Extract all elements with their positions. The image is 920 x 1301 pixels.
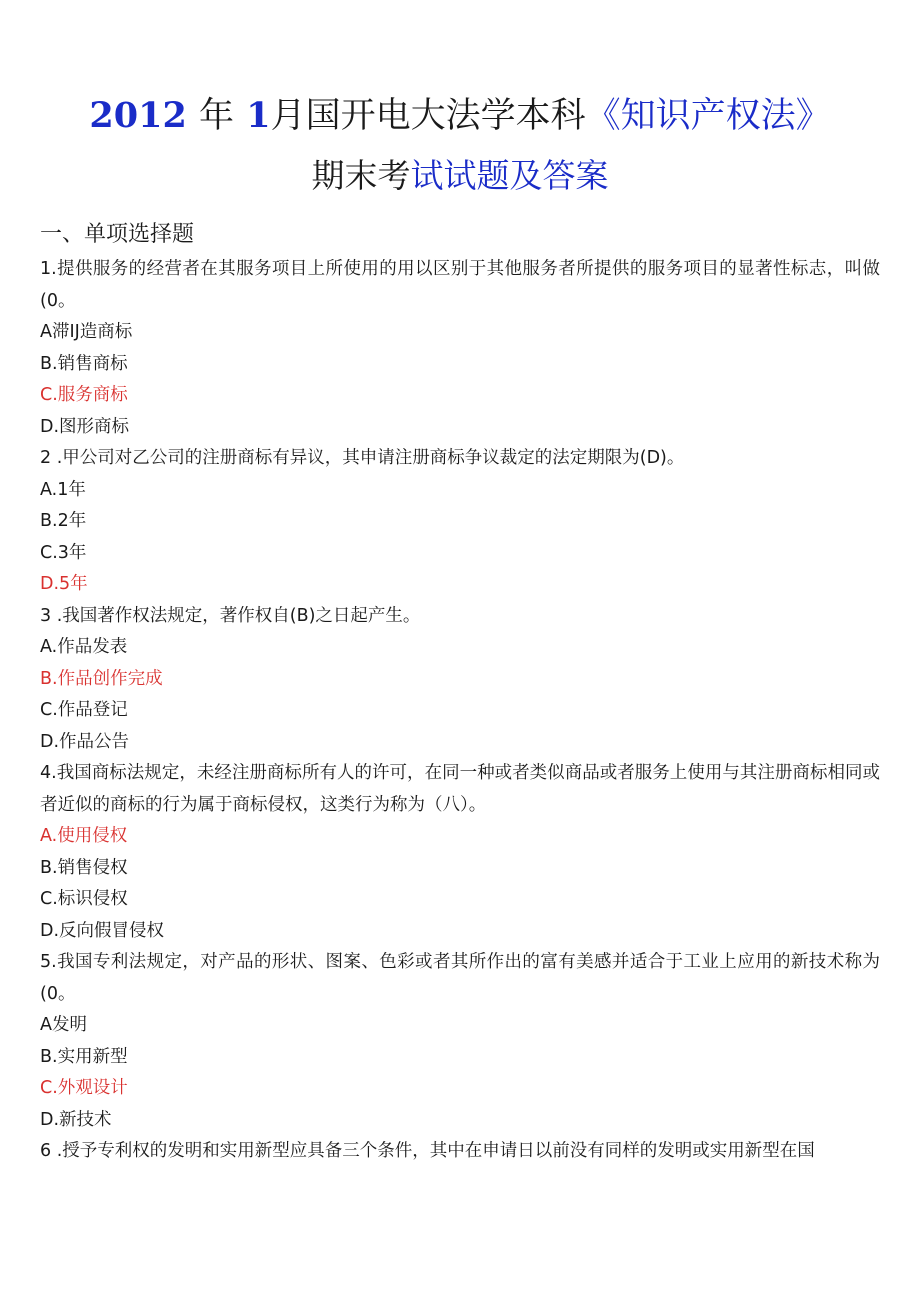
subtitle-blue: 试试题及答案 bbox=[410, 156, 609, 195]
title-book-name: 《知识产权法》 bbox=[585, 96, 831, 136]
option-c-answer: C.服务商标 bbox=[40, 385, 128, 405]
title-year: 2012 bbox=[89, 95, 187, 136]
question-stem: 1.提供服务的经营者在其服务项目上所使用的用以区别于其他服务者所提供的服务项目的显著性标志，叫做(0。 bbox=[40, 259, 880, 311]
question-stem: 3 .我国著作权法规定，著作权自(B)之日起产生。 bbox=[40, 605, 421, 626]
option-a-answer: A.使用侵权 bbox=[40, 826, 128, 846]
option-b: B.销售商标 bbox=[40, 353, 128, 374]
option-c-answer: C.外观设计 bbox=[40, 1078, 128, 1098]
option-a: A发明 bbox=[40, 1015, 87, 1035]
option-a: A滞IJ造商标 bbox=[40, 322, 133, 342]
question-stem: 6 .授予专利权的发明和实用新型应具备三个条件，其中在申请日以前没有同样的发明或实用新型在国 bbox=[40, 1141, 815, 1161]
option-a: A.1年 bbox=[40, 479, 86, 500]
option-c: C.3年 bbox=[40, 542, 87, 563]
option-c: C.作品登记 bbox=[40, 700, 128, 720]
question-stem: 5.我国专利法规定，对产品的形状、图案、色彩或者其所作出的富有美感并适合于工业上应用的新技术称为(0。 bbox=[40, 952, 880, 1004]
option-d: D.图形商标 bbox=[40, 416, 130, 437]
option-b-answer: B.作品创作完成 bbox=[40, 668, 163, 689]
option-d-answer: D.5年 bbox=[40, 574, 88, 594]
subtitle-black: 期末考 bbox=[311, 156, 411, 195]
section-heading: 一、单项选择题 bbox=[40, 222, 195, 247]
document-title bbox=[0, 92, 920, 140]
option-b: B.销售侵权 bbox=[40, 857, 128, 878]
option-d: D.新技术 bbox=[40, 1109, 112, 1130]
title-month-number: 1 bbox=[246, 95, 271, 136]
option-b: B.2年 bbox=[40, 511, 87, 531]
question-stem: 4.我国商标法规定，未经注册商标所有人的许可，在同一种或者类似商品或者服务上使用与其注册商标相同或者近似的商标的行为属于商标侵权，这类行为称为（八）。 bbox=[40, 763, 880, 815]
title-year-char: 年 bbox=[199, 96, 235, 136]
question-list bbox=[40, 254, 880, 1168]
option-d: D.反向假冒侵权 bbox=[40, 920, 165, 941]
option-c: C.标识侵权 bbox=[40, 889, 128, 909]
question-stem: 2 .甲公司对乙公司的注册商标有异议，其申请注册商标争议裁定的法定期限为(D)。 bbox=[40, 448, 685, 468]
option-a: A.作品发表 bbox=[40, 637, 128, 657]
document-subtitle bbox=[0, 152, 920, 200]
option-d: D.作品公告 bbox=[40, 731, 130, 752]
title-middle: 月国开电大法学本科 bbox=[270, 96, 586, 136]
option-b: B.实用新型 bbox=[40, 1046, 128, 1067]
